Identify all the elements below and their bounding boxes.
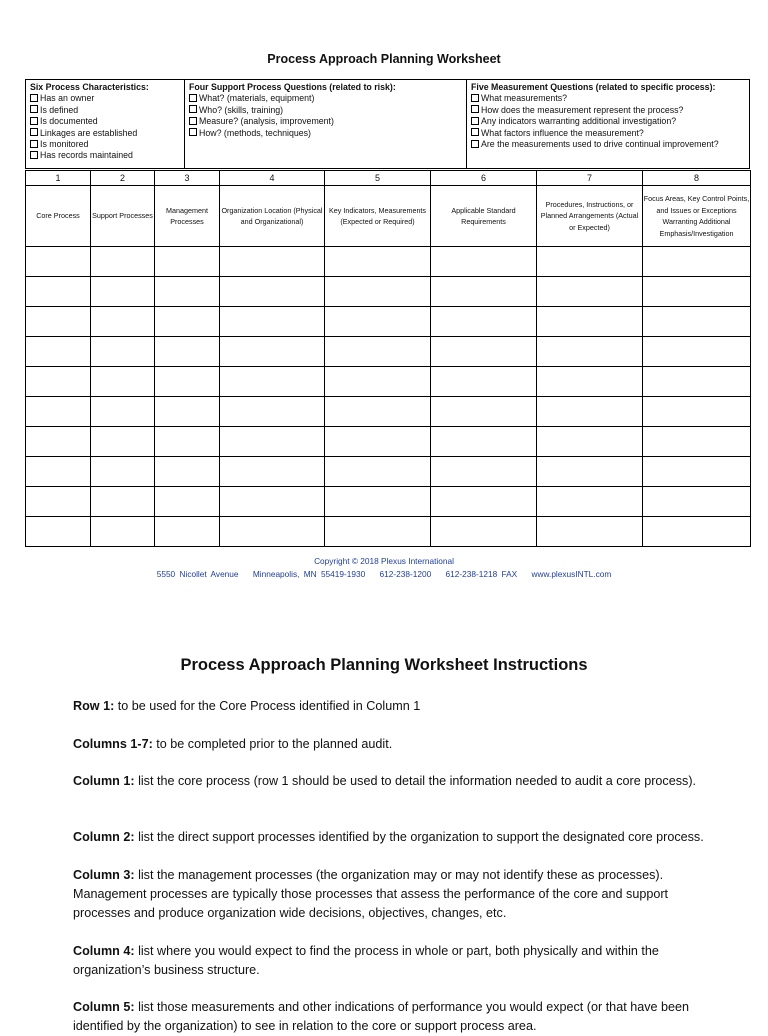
column-number: 1 — [26, 171, 91, 186]
worksheet-cell[interactable] — [537, 517, 643, 547]
table-row — [26, 427, 751, 457]
worksheet-cell[interactable] — [26, 457, 91, 487]
worksheet-cell[interactable] — [537, 247, 643, 277]
instruction-text: to be used for the Core Process identified in Column 1 — [114, 699, 421, 713]
column-header: Key Indicators, Measurements (Expected or Required) — [325, 186, 431, 247]
worksheet-cell[interactable] — [643, 487, 751, 517]
worksheet-cell[interactable] — [26, 487, 91, 517]
worksheet-cell[interactable] — [325, 517, 431, 547]
column-number: 4 — [220, 171, 325, 186]
worksheet-cell[interactable] — [155, 397, 220, 427]
worksheet-cell[interactable] — [220, 397, 325, 427]
worksheet-cell[interactable] — [91, 367, 155, 397]
measurement-question-item[interactable]: What factors influence the measurement? — [471, 128, 745, 139]
support-question-item[interactable]: Measure? (analysis, improvement) — [189, 116, 462, 127]
worksheet-cell[interactable] — [91, 337, 155, 367]
support-questions-section — [184, 80, 466, 168]
worksheet-cell[interactable] — [220, 247, 325, 277]
instruction-item — [73, 735, 713, 754]
support-question-item[interactable]: How? (methods, techniques) — [189, 128, 462, 139]
worksheet-cell[interactable] — [431, 337, 537, 367]
checkbox-icon[interactable] — [189, 105, 197, 113]
instructions-title: Process Approach Planning Worksheet Instructions — [180, 656, 588, 674]
column-header: Procedures, Instructions, or Planned Arrangements (Actual or Expected) — [537, 186, 643, 247]
fax: 612-238-1218 FAX — [445, 569, 518, 579]
process-characteristics-section — [26, 80, 184, 168]
characteristic-item[interactable]: Is documented — [30, 116, 180, 127]
worksheet-cell[interactable] — [26, 517, 91, 547]
checkbox-icon[interactable] — [189, 128, 197, 136]
worksheet-cell[interactable] — [537, 397, 643, 427]
column-header: Applicable Standard Requirements — [431, 186, 537, 247]
table-row — [26, 337, 751, 367]
checkbox-icon[interactable] — [189, 117, 197, 125]
worksheet-cell[interactable] — [220, 427, 325, 457]
worksheet-header-box — [25, 79, 750, 169]
worksheet-cell[interactable] — [325, 337, 431, 367]
worksheet-cell[interactable] — [220, 337, 325, 367]
worksheet-title: Process Approach Planning Worksheet — [267, 52, 501, 66]
worksheet-cell[interactable] — [91, 307, 155, 337]
worksheet-cell[interactable] — [220, 517, 325, 547]
worksheet-cell[interactable] — [325, 307, 431, 337]
column-header-row — [26, 186, 751, 247]
worksheet-cell[interactable] — [26, 367, 91, 397]
checkbox-icon[interactable] — [471, 140, 479, 148]
checkbox-icon[interactable] — [471, 94, 479, 102]
worksheet-cell[interactable] — [26, 247, 91, 277]
instruction-text: list the management processes (the organization may or may not identify these as processes). Management processes are typically those processes that assess the performance of the core and support processes and produce organization wide decisions, objectives, changes, etc. — [73, 868, 669, 920]
worksheet-cell[interactable] — [26, 397, 91, 427]
worksheet-cell[interactable] — [91, 247, 155, 277]
column-header: Management Processes — [155, 186, 220, 247]
worksheet-cell[interactable] — [91, 517, 155, 547]
worksheet-table — [25, 170, 751, 547]
column-number-row — [26, 171, 751, 186]
worksheet-cell[interactable] — [26, 307, 91, 337]
table-row — [26, 397, 751, 427]
worksheet-cell[interactable] — [155, 427, 220, 457]
instruction-text: list the core process (row 1 should be used to detail the information needed to audit a core process). — [134, 774, 697, 788]
instruction-item — [73, 772, 713, 791]
checkbox-icon[interactable] — [189, 94, 197, 102]
column-header: Core Process — [26, 186, 91, 247]
worksheet-cell[interactable] — [91, 457, 155, 487]
worksheet-cell[interactable] — [537, 487, 643, 517]
worksheet-cell[interactable] — [431, 307, 537, 337]
characteristics-heading: Six Process Characteristics: — [30, 82, 149, 92]
worksheet-cell[interactable] — [537, 337, 643, 367]
support-question-item[interactable]: Who? (skills, training) — [189, 105, 462, 116]
characteristic-item[interactable]: Linkages are established — [30, 128, 180, 139]
worksheet-cell[interactable] — [325, 487, 431, 517]
support-questions-heading: Four Support Process Questions (related to risk): — [189, 82, 396, 92]
worksheet-cell[interactable] — [643, 397, 751, 427]
worksheet-cell[interactable] — [431, 247, 537, 277]
worksheet-cell[interactable] — [220, 307, 325, 337]
characteristic-item[interactable]: Is monitored — [30, 139, 180, 150]
city: Minneapolis, MN 55419-1930 — [252, 569, 366, 579]
copyright-line: Copyright © 2018 Plexus International — [314, 556, 454, 566]
worksheet-cell[interactable] — [643, 247, 751, 277]
phone: 612-238-1200 — [379, 569, 432, 579]
instruction-text: to be completed prior to the planned audit. — [152, 737, 393, 751]
instruction-item — [73, 697, 713, 716]
checkbox-icon[interactable] — [30, 117, 38, 125]
column-number: 5 — [325, 171, 431, 186]
worksheet-cell[interactable] — [325, 457, 431, 487]
instruction-label: Row 1: — [73, 699, 115, 713]
worksheet-cell[interactable] — [431, 367, 537, 397]
worksheet-cell[interactable] — [537, 277, 643, 307]
checkbox-icon[interactable] — [30, 94, 38, 102]
address: 5550 Nicollet Avenue — [156, 569, 239, 579]
characteristic-item[interactable]: Is defined — [30, 105, 180, 116]
instruction-text: list the direct support processes identified by the organization to support the designated core process. — [134, 830, 704, 844]
worksheet-cell[interactable] — [155, 487, 220, 517]
worksheet-cell[interactable] — [220, 487, 325, 517]
instruction-label: Columns 1-7: — [73, 737, 153, 751]
worksheet-cell[interactable] — [325, 247, 431, 277]
checkbox-icon[interactable] — [30, 140, 38, 148]
column-number: 8 — [643, 171, 751, 186]
worksheet-cell[interactable] — [537, 427, 643, 457]
worksheet-cell[interactable] — [91, 277, 155, 307]
website-link[interactable]: www.plexusINTL.com — [531, 569, 612, 579]
worksheet-cell[interactable] — [155, 367, 220, 397]
worksheet-cell[interactable] — [643, 517, 751, 547]
worksheet-cell[interactable] — [220, 277, 325, 307]
checkbox-icon[interactable] — [30, 105, 38, 113]
worksheet-cell[interactable] — [431, 517, 537, 547]
measurement-question-item[interactable]: What measurements? — [471, 93, 745, 104]
column-number: 7 — [537, 171, 643, 186]
worksheet-cell[interactable] — [155, 247, 220, 277]
table-row — [26, 247, 751, 277]
instruction-item — [73, 942, 713, 980]
worksheet-cell[interactable] — [325, 397, 431, 427]
table-row — [26, 307, 751, 337]
worksheet-cell[interactable] — [91, 427, 155, 457]
column-header: Organization Location (Physical and Organizational) — [220, 186, 325, 247]
instruction-label: Column 1: — [73, 774, 135, 788]
instruction-item — [73, 828, 713, 847]
worksheet-cell[interactable] — [155, 307, 220, 337]
checkbox-icon[interactable] — [30, 128, 38, 136]
worksheet-cell[interactable] — [431, 397, 537, 427]
worksheet-cell[interactable] — [91, 487, 155, 517]
measurement-question-item[interactable]: How does the measurement represent the process? — [471, 105, 745, 116]
worksheet-cell[interactable] — [155, 277, 220, 307]
column-number: 2 — [91, 171, 155, 186]
worksheet-cell[interactable] — [155, 337, 220, 367]
worksheet-cell[interactable] — [537, 307, 643, 337]
instruction-item — [73, 998, 713, 1036]
worksheet-cell[interactable] — [431, 277, 537, 307]
worksheet-cell[interactable] — [537, 457, 643, 487]
worksheet-cell[interactable] — [643, 277, 751, 307]
worksheet-cell[interactable] — [643, 337, 751, 367]
column-header: Focus Areas, Key Control Points, and Issues or Exceptions Warranting Additional Emphasis/Investigation — [643, 186, 751, 247]
worksheet-cell[interactable] — [325, 277, 431, 307]
worksheet-cell[interactable] — [91, 397, 155, 427]
column-number: 6 — [431, 171, 537, 186]
characteristic-item[interactable]: Has records maintained — [30, 150, 180, 161]
worksheet-cell[interactable] — [643, 367, 751, 397]
instruction-label: Column 4: — [73, 944, 135, 958]
checkbox-icon[interactable] — [471, 117, 479, 125]
table-row — [26, 277, 751, 307]
worksheet-cell[interactable] — [643, 307, 751, 337]
worksheet-cell[interactable] — [26, 337, 91, 367]
instruction-label: Column 2: — [73, 830, 135, 844]
instruction-label: Column 3: — [73, 868, 135, 882]
measurement-questions-section — [466, 80, 749, 168]
column-number: 3 — [155, 171, 220, 186]
support-question-item[interactable]: What? (materials, equipment) — [189, 93, 462, 104]
worksheet-cell[interactable] — [155, 457, 220, 487]
worksheet-cell[interactable] — [643, 427, 751, 457]
checkbox-icon[interactable] — [30, 151, 38, 159]
worksheet-cell[interactable] — [537, 367, 643, 397]
worksheet-cell[interactable] — [155, 517, 220, 547]
table-row — [26, 487, 751, 517]
worksheet-cell[interactable] — [220, 457, 325, 487]
worksheet-cell[interactable] — [643, 457, 751, 487]
table-row — [26, 457, 751, 487]
table-row — [26, 517, 751, 547]
checkbox-icon[interactable] — [471, 105, 479, 113]
worksheet-cell[interactable] — [325, 427, 431, 457]
worksheet-cell[interactable] — [431, 427, 537, 457]
worksheet-cell[interactable] — [26, 427, 91, 457]
worksheet-cell[interactable] — [26, 277, 91, 307]
measurement-questions-heading: Five Measurement Questions (related to specific process): — [471, 82, 716, 92]
column-header: Support Processes — [91, 186, 155, 247]
measurement-question-item[interactable]: Any indicators warranting additional investigation? — [471, 116, 745, 127]
worksheet-cell[interactable] — [431, 457, 537, 487]
contact-line — [0, 569, 768, 579]
characteristic-item[interactable]: Has an owner — [30, 93, 180, 104]
instruction-label: Column 5: — [73, 1000, 135, 1014]
instruction-text: list those measurements and other indications of performance you would expect (or that have been identified by the organization) to see in relation to the core or support process area. — [73, 1000, 690, 1033]
worksheet-cell[interactable] — [325, 367, 431, 397]
measurement-question-item[interactable]: Are the measurements used to drive continual improvement? — [471, 139, 745, 150]
instruction-text: list where you would expect to find the process in whole or part, both physically and within the organization’s business structure. — [73, 944, 659, 977]
instruction-item — [73, 866, 713, 923]
worksheet-cell[interactable] — [220, 367, 325, 397]
worksheet-cell[interactable] — [431, 487, 537, 517]
table-row — [26, 367, 751, 397]
checkbox-icon[interactable] — [471, 128, 479, 136]
